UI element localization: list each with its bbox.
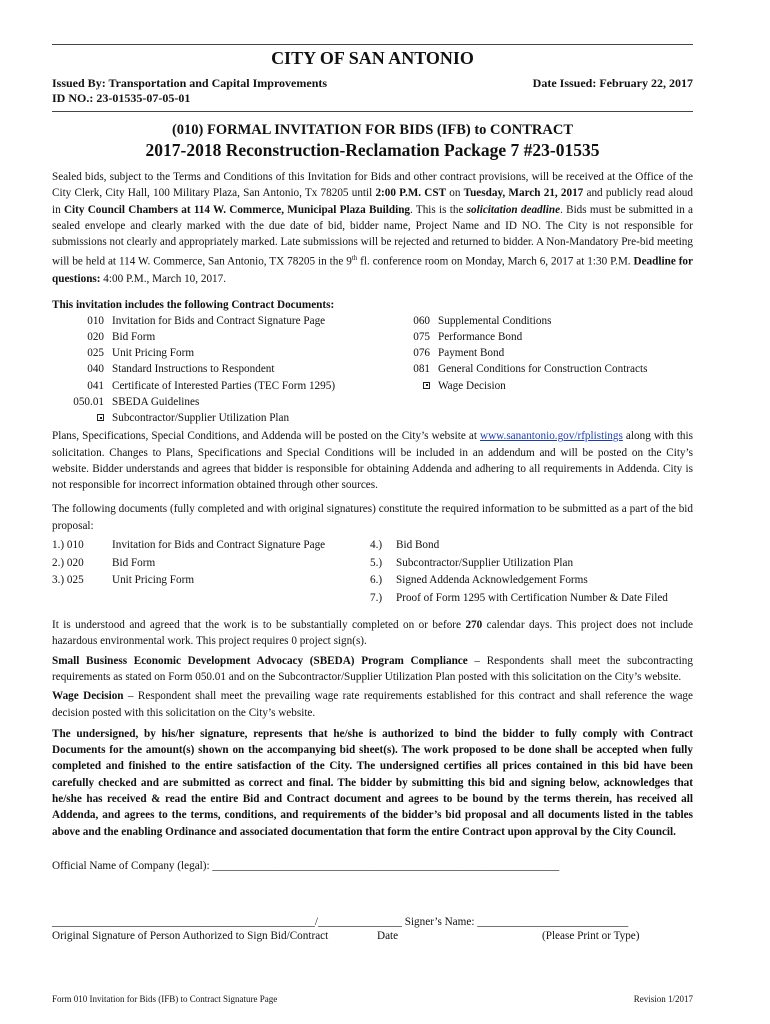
item-number: 040: [87, 363, 104, 376]
ifb-heading: (010) FORMAL INVITATION FOR BIDS (IFB) to CONTRACT: [171, 122, 574, 138]
item-label: Subcontractor/Supplier Utilization Plan: [396, 556, 574, 569]
required-docs-paragraph: The following documents (fully completed and with original signatures) constitute the required information to be submitted as a part of the bid proposal:: [52, 503, 693, 532]
print-name-label: (Please Print or Type): [542, 929, 640, 942]
list-item: [52, 537, 370, 555]
item-label: General Conditions for Construction Contracts: [438, 363, 648, 376]
item-label: Performance Bond: [438, 331, 523, 344]
contract-documents-list: [52, 313, 693, 426]
item-number: 3.) 025: [52, 574, 84, 587]
item-label: Bid Form: [112, 556, 156, 569]
bullet-icon: [97, 414, 104, 421]
item-label: Proof of Form 1295 with Certification Number & Date Filed: [396, 591, 668, 604]
required-documents-right: [370, 537, 668, 607]
page-title: CITY OF SAN ANTONIO: [271, 48, 474, 68]
list-item: [404, 329, 647, 345]
list-item: [52, 555, 370, 573]
item-number: 041: [87, 379, 104, 392]
list-item: [52, 345, 404, 361]
item-number: 050.01: [73, 395, 104, 408]
list-item: [52, 410, 404, 426]
document-page: [52, 44, 693, 946]
required-documents-left: [52, 537, 370, 607]
required-documents-list: [52, 537, 693, 607]
item-number: 025: [87, 347, 104, 360]
item-number: 5.): [370, 556, 383, 569]
item-label: Unit Pricing Form: [112, 347, 195, 360]
item-label: Bid Form: [112, 331, 156, 344]
list-item: [52, 572, 370, 590]
item-number: 1.) 010: [52, 539, 84, 552]
item-number: 010: [87, 314, 104, 327]
item-number: 020: [87, 331, 104, 344]
bullet-icon: [52, 410, 112, 426]
item-number: 6.): [370, 574, 383, 587]
bullet-icon: [404, 378, 438, 394]
rfp-listings-link[interactable]: www.sanantonio.gov/rfplistings: [480, 430, 623, 443]
list-item: [404, 345, 647, 361]
item-label: Payment Bond: [438, 347, 505, 360]
issued-by: Issued By: Transportation and Capital Improvements: [52, 76, 328, 90]
item-number: 2.) 020: [52, 556, 84, 569]
signature-line[interactable]: _______________________________________________/_______________ Signer’s Name: ___________________________: [52, 915, 629, 928]
item-label: Unit Pricing Form: [112, 574, 195, 587]
company-name-label: Official Name of Company (legal):: [52, 859, 210, 872]
list-item: [52, 394, 404, 410]
header-left: [52, 76, 327, 106]
footer-form-name: Form 010 Invitation for Bids (IFB) to Contract Signature Page: [52, 994, 278, 1004]
signature-label: Original Signature of Person Authorized to Sign Bid/Contract: [52, 929, 329, 942]
item-label: Invitation for Bids and Contract Signature Page: [112, 314, 326, 327]
list-item: [370, 590, 668, 608]
item-label: Bid Bond: [396, 539, 440, 552]
header-rule: [52, 111, 693, 112]
plans-paragraph: Plans, Specifications, Special Conditions, and Addenda will be posted on the City’s website at www.sanantonio.gov/rfplistings along with this solicitation. Changes to Plans, Specifications and Special Conditions will be included in an addendum and will be posted on the City’s website. Bidder understands and agrees that bidder is responsible for obtaining Addenda and adhering to all requirements in Addenda. City is not responsible for incorrect information obtained through other sources.: [52, 430, 693, 492]
bullet-icon: [423, 382, 430, 389]
sbeda-paragraph: Small Business Economic Development Advocacy (SBEDA) Program Compliance – Respondents shall meet the subcontracting requirements as stated on Form 050.01 and on the Subcontractor/Supplier Utilization Plan posted with this solicitation on the City’s website.: [52, 654, 693, 683]
item-label: Certificate of Interested Parties (TEC Form 1295): [112, 379, 336, 392]
signature-labels: [52, 930, 693, 946]
list-item: [52, 378, 404, 394]
wage-decision-paragraph: Wage Decision – Respondent shall meet the prevailing wage rate requirements established for this contract and shall reference the wage decision posted with this solicitation on the City’s website.: [52, 690, 693, 719]
header-info: [52, 76, 693, 106]
list-item: [404, 378, 647, 394]
item-number: 7.): [370, 591, 383, 604]
list-item: [370, 555, 668, 573]
date-issued: Date Issued: February 22, 2017: [532, 76, 693, 90]
item-label: SBEDA Guidelines: [112, 395, 200, 408]
page-footer: [52, 994, 693, 1004]
company-name-line[interactable]: ______________________________________________________________: [212, 859, 560, 872]
id-number: ID NO.: 23-01535-07-05-01: [52, 91, 191, 105]
list-item: [52, 361, 404, 377]
intro-paragraph: Sealed bids, subject to the Terms and Conditions of this Invitation for Bids and other contract provisions, will be received at the Office of the City Clerk, City Hall, 100 Military Plaza, San Antonio, Tx 78205 until 2:00 P.M. CST on Tuesday, March 21, 2017 and publicly read aloud in City Council Chambers at 114 W. Commerce, Municipal Plaza Building. This is the solicitation deadline. Bids must be submitted in a sealed envelope and clearly marked with the due date of bid, bidder name, Project Name and ID NO. The City is not responsible for submissions not clearly and appropriately marked. Late submissions will be rejected and returned to bidder. A Non-Mandatory Pre-bid meeting will be held at 114 W. Commerce, San Antonio, TX 78205 in the 9th fl. conference room on Monday, March 6, 2017 at 1:30 P.M. Deadline for questions: 4:00 P.M., March 10, 2017.: [52, 171, 694, 285]
completion-paragraph: It is understood and agreed that the work is to be substantially completed on or before 270 calendar days. This project does not include hazardous environmental work. This project requires 0 project sign(s).: [52, 619, 693, 648]
contract-documents-right: [404, 313, 647, 426]
item-number: 075: [413, 331, 430, 344]
contract-documents-heading: This invitation includes the following Contract Documents:: [52, 298, 335, 311]
project-title: 2017-2018 Reconstruction-Reclamation Package 7 #23-01535: [145, 140, 600, 160]
list-item: [52, 313, 404, 329]
item-number: 076: [413, 347, 430, 360]
undersigned-paragraph: The undersigned, by his/her signature, represents that he/she is authorized to bind the bidder to fully comply with Contract Documents for the amount(s) shown on the accompanying bid sheet(s). The work proposed to be done shall be accepted when fully completed and finished to the entire satisfaction of the City. The undersigned certifies all prices contained in this bid have been carefully checked and are submitted as correct and final. The bidder by submitting this bid and signing below, acknowledges that he/she has received & read the entire Bid and Contract document and agrees to be bound by the terms therein, has received all Addenda, and agrees to the terms, conditions, and requirements of the bidder’s bid proposal and all documents listed in the tables above and the enabling Ordinance and associated documentation that form the entire Contract upon approval by the City Council.: [52, 727, 693, 838]
list-item: [370, 572, 668, 590]
item-number: 4.): [370, 539, 383, 552]
item-label: Signed Addenda Acknowledgement Forms: [396, 574, 588, 587]
top-rule: [52, 44, 693, 45]
list-item: [370, 537, 668, 555]
item-label: Subcontractor/Supplier Utilization Plan: [112, 412, 290, 425]
date-label: Date: [377, 929, 399, 942]
list-item: [52, 329, 404, 345]
company-name-field[interactable]: [52, 860, 693, 872]
item-label: Invitation for Bids and Contract Signature Page: [112, 539, 326, 552]
item-label: Supplemental Conditions: [438, 314, 552, 327]
footer-revision: Revision 1/2017: [633, 994, 693, 1004]
item-number: 060: [413, 314, 430, 327]
item-label: Standard Instructions to Respondent: [112, 363, 275, 376]
list-item: [404, 361, 647, 377]
item-number: 081: [413, 363, 430, 376]
contract-documents-left: [52, 313, 404, 426]
list-item: [404, 313, 647, 329]
item-label: Wage Decision: [438, 379, 506, 392]
